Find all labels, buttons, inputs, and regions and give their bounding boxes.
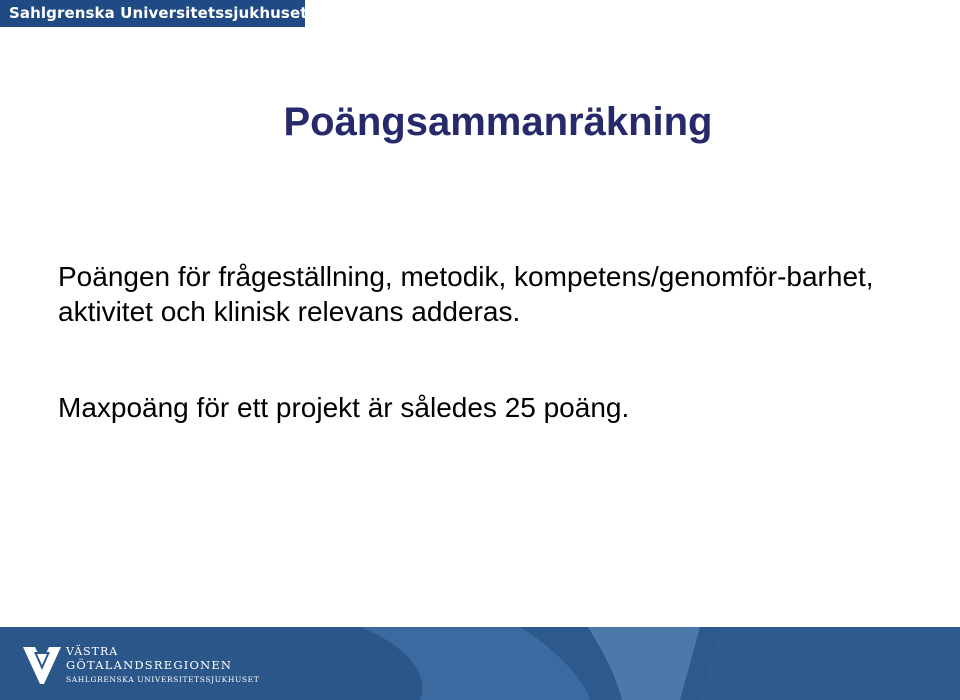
logo-line-1: VÄSTRA [66,645,119,658]
body-paragraph-2: Maxpoäng för ett projekt är således 25 poäng. [58,392,630,423]
body-paragraph-1: Poängen för frågeställning, metodik, kompetens/genomför-barhet, aktivitet och klinisk relevans adderas. [58,261,874,327]
header-banner [0,0,308,27]
logo-text [66,644,259,683]
slide-title: Poängsammanräkning [283,100,713,144]
vgr-logo [22,644,259,688]
logo-mark-icon [22,644,62,688]
footer-band [0,627,960,700]
logo-line-2: GÖTALANDSREGIONEN [66,658,233,672]
banner-text: Sahlgrenska Universitetssjukhuset [9,4,308,22]
logo-line-3: SAHLGRENSKA UNIVERSITETSSJUKHUSET [66,674,260,684]
